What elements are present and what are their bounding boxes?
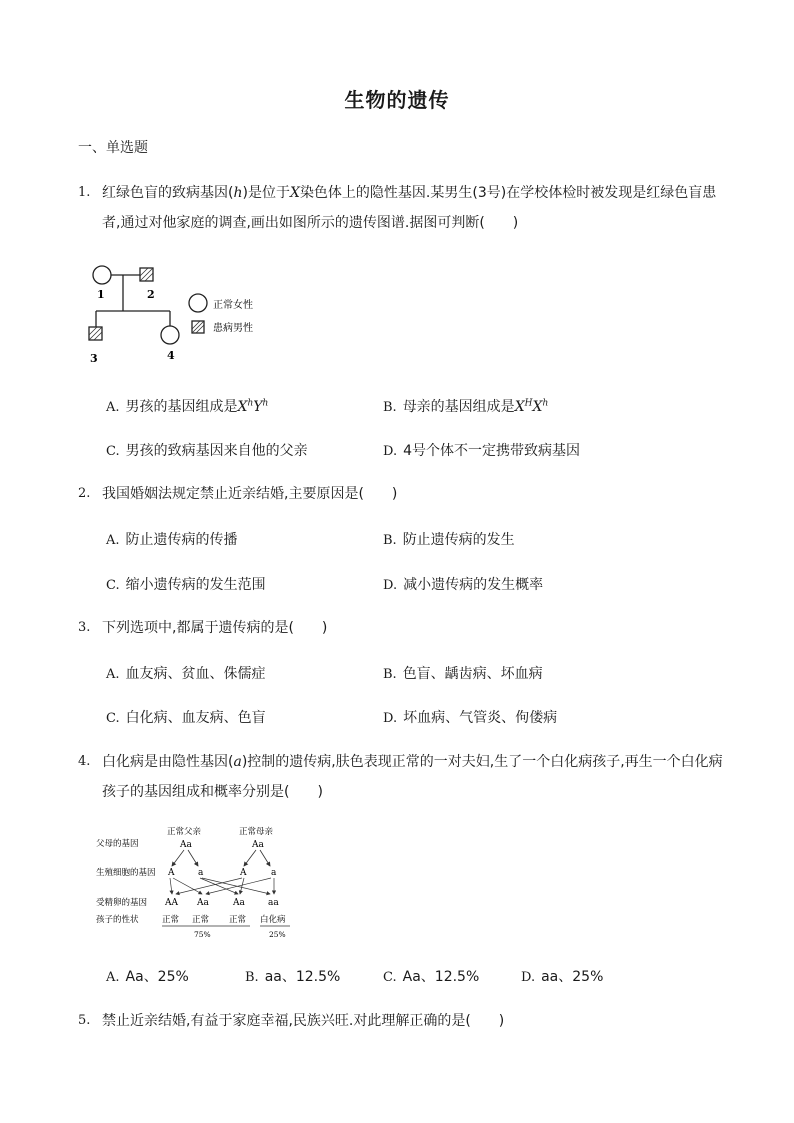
row-label-gametes: 生殖细胞的基因	[96, 868, 156, 878]
pedigree-chart	[88, 258, 278, 368]
trait-1: 正常	[162, 915, 180, 925]
question-text-line2: 者,通过对他家庭的调查,画出如图所示的遗传图谱.据图可判断( )	[102, 215, 519, 231]
zygote-3: Aa	[233, 898, 245, 908]
father-label: 正常父亲	[167, 827, 202, 837]
question-text: 我国婚姻法规定禁止近亲结婚,主要原因是( )	[102, 486, 398, 502]
q2-option-b[interactable]: B. 防止遗传病的发生	[383, 532, 515, 548]
row-label-trait: 孩子的性状	[96, 915, 139, 925]
q2-option-a[interactable]: A. 防止遗传病的传播	[106, 532, 238, 548]
question-text-line2: 孩子的基因组成和概率分别是( )	[102, 784, 323, 800]
question-text: 禁止近亲结婚,有益于家庭幸福,民族兴旺.对此理解正确的是( )	[102, 1013, 505, 1029]
question-text: 下列选项中,都属于遗传病的是( )	[102, 620, 328, 636]
question-text: 白化病是由隐性基因(a)控制的遗传病,肤色表现正常的一对夫妇,生了一个白化病孩子,再生一个白化病	[102, 754, 723, 770]
row-label-parents: 父母的基因	[96, 839, 139, 849]
q3-option-a[interactable]: A. 血友病、贫血、侏儒症	[106, 666, 266, 682]
pct-normal: 75%	[194, 930, 211, 939]
mother-gamete-A: A	[240, 868, 247, 878]
trait-2: 正常	[192, 915, 210, 925]
mother-label: 正常母亲	[239, 827, 274, 837]
father-gamete-a: a	[198, 868, 204, 878]
father-gamete-A: A	[168, 868, 175, 878]
zygote-1: AA	[165, 898, 178, 908]
question-2: 2. 我国婚姻法规定禁止近亲结婚,主要原因是( )	[78, 479, 728, 509]
trait-3: 正常	[229, 915, 247, 925]
pedigree-female-4	[161, 326, 179, 344]
mother-genes: Aa	[252, 840, 264, 850]
pedigree-label-3: 3	[90, 352, 98, 365]
section-heading: 一、单选题	[78, 140, 148, 156]
q3-option-d[interactable]: D. 坏血病、气管炎、佝偻病	[383, 710, 558, 726]
q4-option-d[interactable]: D. aa、25%	[521, 969, 604, 985]
zygote-4: aa	[268, 898, 279, 908]
question-1	[78, 178, 728, 238]
q2-option-d[interactable]: D. 减小遗传病的发生概率	[383, 577, 544, 593]
question-text: 红绿色盲的致病基因(h)是位于X染色体上的隐性基因.某男生(3号)在学校体检时被发现是红绿色盲患	[102, 185, 717, 201]
mother-gamete-a: a	[271, 868, 277, 878]
q3-option-c[interactable]: C. 白化病、血友病、色盲	[106, 710, 266, 726]
pedigree-label-4: 4	[167, 349, 175, 362]
legend-male-label: 患病男性	[213, 323, 253, 334]
pedigree-label-2: 2	[147, 288, 155, 301]
question-4: 4. 白化病是由隐性基因(a)控制的遗传病,肤色表现正常的一对夫妇,生了一个白化病孩子,再生一个白化病 孩子的基因组成和概率分别是( )	[78, 747, 738, 807]
pedigree-female-1	[93, 266, 111, 284]
legend-female-label: 正常女性	[213, 300, 253, 311]
q4-option-c[interactable]: C. Aa、12.5%	[383, 969, 480, 985]
pct-albino: 25%	[269, 930, 286, 939]
page-title: 生物的遗传	[344, 88, 450, 112]
father-genes: Aa	[180, 840, 192, 850]
inheritance-diagram	[94, 822, 304, 942]
q1-option-a[interactable]: A. 男孩的基因组成是$X^hY^h$	[106, 398, 269, 415]
trait-4: 白化病	[260, 915, 286, 925]
q1-option-b[interactable]: B. 母亲的基因组成是$X^HX^h$	[383, 398, 549, 415]
q1-option-c[interactable]: C. 男孩的致病基因来自他的父亲	[106, 443, 308, 459]
q3-option-b[interactable]: B. 色盲、龋齿病、坏血病	[383, 666, 543, 682]
question-3: 3. 下列选项中,都属于遗传病的是( )	[78, 613, 728, 643]
zygote-2: Aa	[197, 898, 209, 908]
row-label-zygote: 受精卵的基因	[96, 898, 148, 908]
legend-female-symbol	[189, 294, 207, 312]
q1-option-d[interactable]: D. 4号个体不一定携带致病基因	[383, 443, 581, 459]
q4-option-b[interactable]: B. aa、12.5%	[245, 969, 341, 985]
q2-option-c[interactable]: C. 缩小遗传病的发生范围	[106, 577, 266, 593]
question-5: 5. 禁止近亲结婚,有益于家庭幸福,民族兴旺.对此理解正确的是( )	[78, 1006, 728, 1036]
pedigree-label-1: 1	[97, 288, 105, 301]
question-number: 1.	[78, 185, 91, 200]
q4-option-a[interactable]: A. Aa、25%	[106, 969, 189, 985]
